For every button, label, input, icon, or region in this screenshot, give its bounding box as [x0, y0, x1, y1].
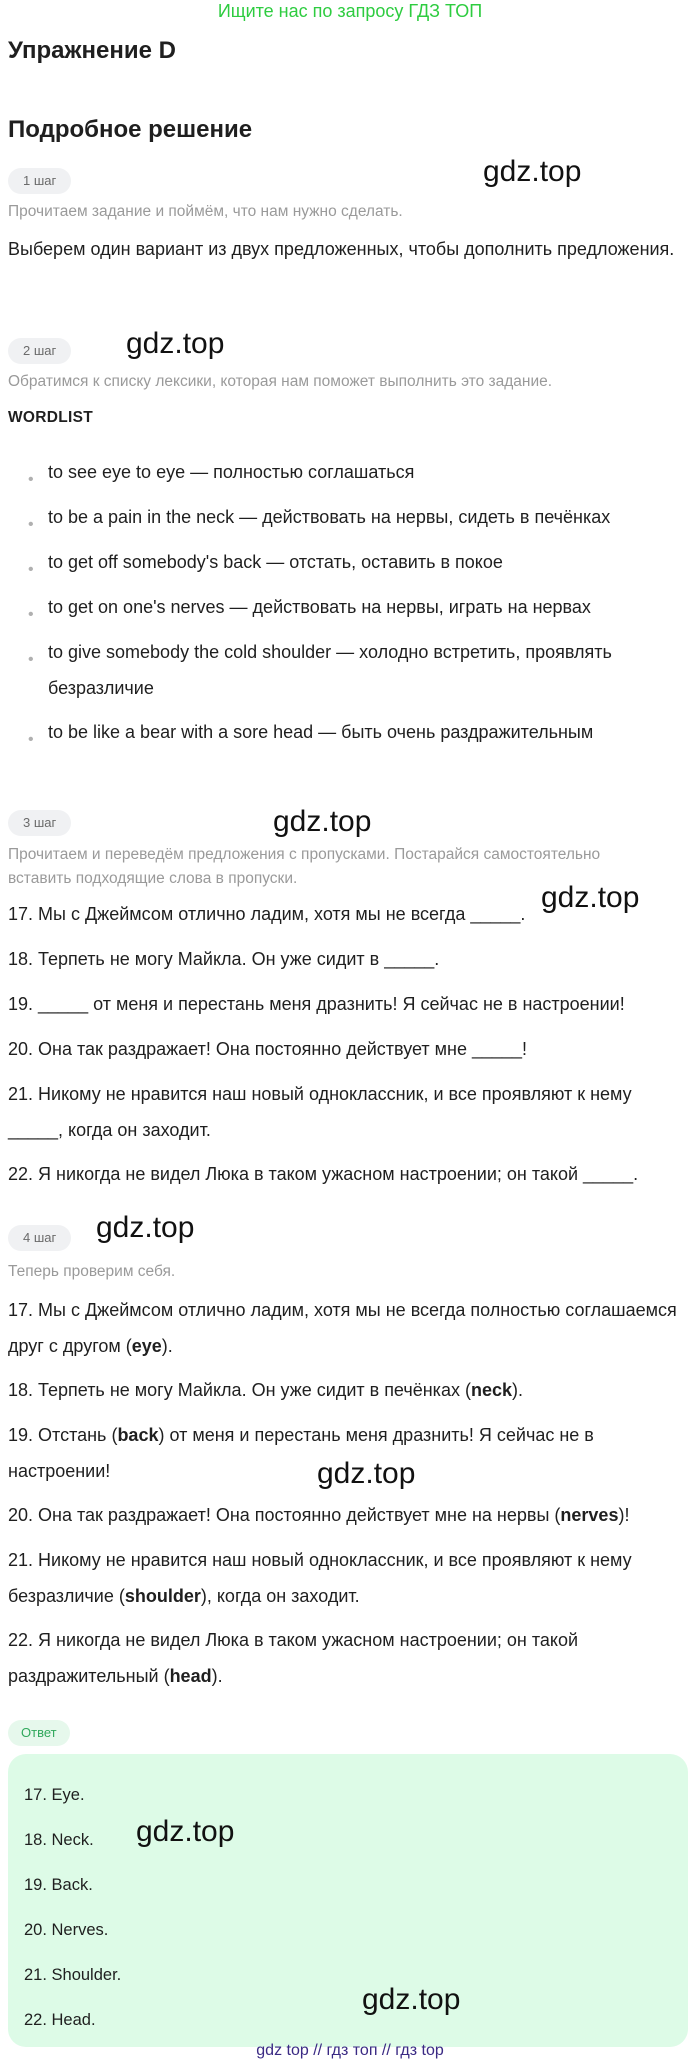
page-title: Упражнение D [8, 37, 176, 64]
list-item: • to give somebody the cold shoulder — холодно встретить, проявлять безразличие [28, 642, 612, 698]
answer-word: back [117, 1425, 159, 1445]
watermark: gdz.top [96, 1211, 195, 1244]
exercise-sentence: 22. Я никогда не видел Люка в таком ужасном настроении; он такой _____. [8, 1164, 639, 1184]
step-badge-1: 1 шаг [8, 168, 71, 194]
step-badge-4: 4 шаг [8, 1225, 71, 1251]
watermark: gdz.top [136, 1815, 235, 1848]
exercise-sentence: 20. Она так раздражает! Она постоянно действует мне _____! [8, 1039, 528, 1059]
bullet-icon: • [28, 516, 34, 533]
list-item: • to see eye to eye — полностью соглашаться [28, 454, 688, 490]
answer-box [8, 1754, 688, 2047]
step-badge-3: 3 шаг [8, 810, 71, 836]
list-item: • to be a pain in the neck — действовать на нервы, сидеть в печёнках [28, 499, 688, 535]
step-hint-3: Прочитаем и переведём предложения с пропусками. Постарайся самостоятельно вставить подходящие слова в пропуски. [8, 846, 601, 887]
list-item: • to get off somebody's back — отстать, оставить в покое [28, 544, 688, 580]
answer-item: 21. Shoulder. [24, 1966, 122, 1984]
list-item: • to be like a bear with a sore head — быть очень раздражительным [28, 714, 688, 750]
section-title: Подробное решение [8, 116, 253, 143]
step-hint-2: Обратимся к списку лексики, которая нам поможет выполнить это задание. [8, 373, 553, 390]
answer-item: 20. Nerves. [24, 1921, 109, 1939]
bullet-icon: • [28, 471, 34, 488]
footer-links[interactable]: gdz top // гдз топ // гдз top [256, 2042, 444, 2059]
answer-word: eye [131, 1336, 162, 1356]
check-sentence: 20. Она так раздражает! Она постоянно действует мне на нервы (nerves)! [8, 1505, 630, 1525]
list-item: • to get on one's nerves — действовать на нервы, играть на нервах [28, 589, 688, 625]
promo-banner: Ищите нас по запросу ГДЗ ТОП [217, 1, 483, 21]
check-sentence: 18. Терпеть не могу Майкла. Он уже сидит в печёнках (neck). [8, 1380, 523, 1400]
check-sentence: 17. Мы с Джеймсом отлично ладим, хотя мы не всегда полностью соглашаемся друг с другом (eye). [8, 1300, 677, 1356]
step-badge-2: 2 шаг [8, 338, 71, 364]
answer-word: neck [470, 1380, 512, 1400]
answer-item: 19. Back. [24, 1876, 93, 1894]
bullet-icon: • [28, 606, 34, 623]
bullet-icon: • [28, 731, 34, 748]
answer-item: 18. Neck. [24, 1831, 94, 1849]
watermark: gdz.top [362, 1983, 461, 2016]
watermark: gdz.top [541, 881, 640, 914]
answer-badge: Ответ [8, 1720, 70, 1746]
check-sentence: 19. Отстань (back) от меня и перестань меня дразнить! Я сейчас не в настроении! [8, 1425, 594, 1481]
answer-item: 17. Eye. [24, 1786, 85, 1804]
watermark: gdz.top [273, 805, 372, 838]
exercise-sentence: 21. Никому не нравится наш новый одноклассник, и все проявляют к нему _____, когда он заходит. [8, 1084, 632, 1140]
watermark: gdz.top [483, 155, 582, 188]
watermark: gdz.top [126, 327, 225, 360]
step-hint-4: Теперь проверим себя. [8, 1263, 176, 1280]
answer-word: shoulder [124, 1586, 201, 1606]
answer-item: 22. Head. [24, 2011, 96, 2029]
watermark: gdz.top [317, 1457, 416, 1490]
step-1-text: Выберем один вариант из двух предложенных, чтобы дополнить предложения. [8, 239, 675, 259]
answer-word: head [169, 1666, 212, 1686]
check-sentence: 22. Я никогда не видел Люка в таком ужасном настроении; он такой раздражительный (head). [8, 1630, 579, 1686]
wordlist-title: WORDLIST [8, 409, 94, 426]
exercise-sentence: 18. Терпеть не могу Майкла. Он уже сидит в _____. [8, 949, 440, 969]
answer-word: nerves [560, 1505, 619, 1525]
bullet-icon: • [28, 651, 34, 668]
bullet-icon: • [28, 561, 34, 578]
check-sentence: 21. Никому не нравится наш новый одноклассник, и все проявляют к нему безразличие (shoulder), когда он заходит. [8, 1550, 632, 1606]
exercise-sentence: 17. Мы с Джеймсом отлично ладим, хотя мы не всегда _____. [8, 904, 526, 924]
exercise-sentence: 19. _____ от меня и перестань меня дразнить! Я сейчас не в настроении! [8, 994, 625, 1014]
step-hint-1: Прочитаем задание и поймём, что нам нужно сделать. [8, 203, 403, 220]
